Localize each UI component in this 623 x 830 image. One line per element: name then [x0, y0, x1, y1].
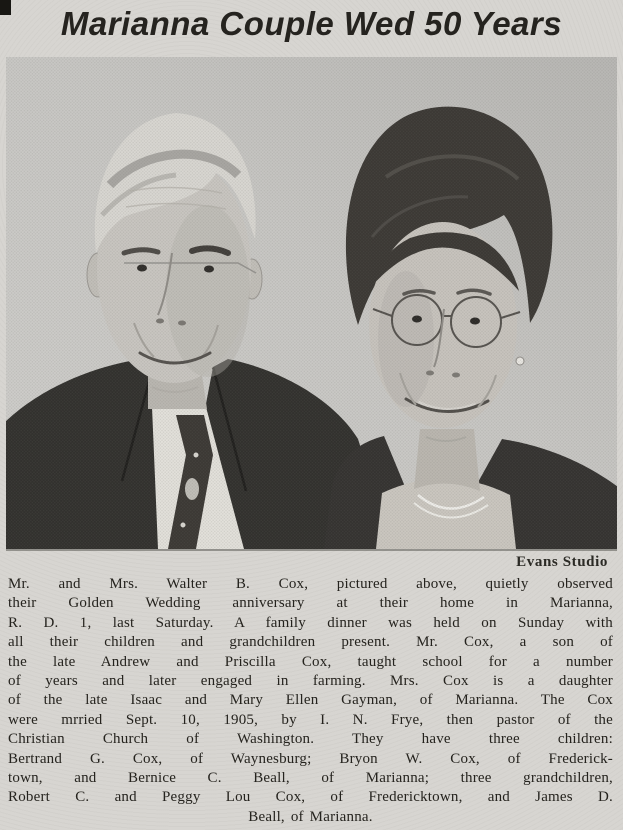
article-line: Mr. and Mrs. Walter B. Cox, pictured above, quietly observed — [8, 576, 613, 592]
photo-halftone-overlay — [6, 57, 617, 549]
article-line: of years and later engaged in farming. Mrs. Cox is a daughter — [8, 673, 613, 690]
article-line: were mrried Sept. 10, 1905, by I. N. Frye, then pastor of the — [8, 711, 613, 728]
article-headline: Marianna Couple Wed 50 Years — [60, 5, 563, 42]
article-line: Christian Church of Washington. They have three children: — [8, 731, 613, 748]
article-line: town, and Bernice C. Beall, of Marianna; three grandchildren, — [8, 770, 613, 787]
article-line: all their children and grandchildren present. Mr. Cox, a son of — [8, 634, 613, 651]
photo-credit: Evans Studio — [516, 554, 608, 570]
article-line: Robert C. and Peggy Lou Cox, of Fredericktown, and James D. — [8, 789, 613, 806]
couple-photo — [6, 57, 617, 549]
article-line: their Golden Wedding anniversary at their home in Marianna, — [8, 595, 613, 612]
article-body — [8, 575, 613, 827]
article-line: R. D. 1, last Saturday. A family dinner was held on Sunday with — [8, 614, 613, 631]
article-line: of the late Isaac and Mary Ellen Gayman, of Marianna. The Cox — [8, 692, 613, 709]
article-line-last: Beall, of Marianna. — [248, 808, 373, 825]
article-line: Bertrand G. Cox, of Waynesburg; Bryon W. Cox, of Frederick- — [8, 750, 613, 767]
article-line: the late Andrew and Priscilla Cox, taught school for a number — [8, 653, 613, 670]
